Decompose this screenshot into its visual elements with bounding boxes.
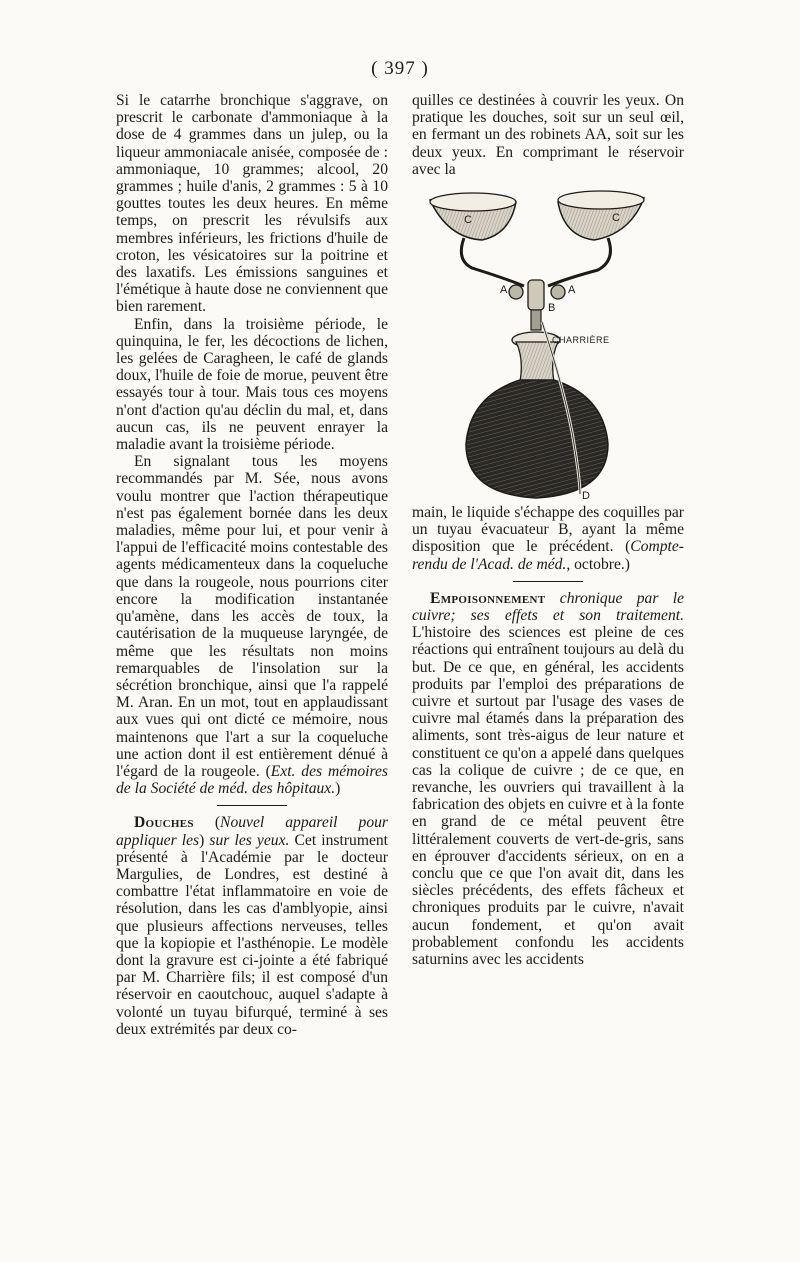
paragraph-third-period: Enfin, dans la troisième période, le quinquina, le fer, les décoctions de lichen, les gelées de Caragheen, le café de glands doux, l'huile de foie de morue, peuvent être essayés tour à tour. Mais tous ces moyens n'ont d'action qu'au déclin du mal, et, dans aucun cas, ils ne peuvent enrayer la maladie avant la troisième période. <box>116 315 388 454</box>
label-d: D <box>582 490 590 503</box>
left-valve <box>509 285 523 299</box>
empoisonnement-text: L'histoire des sciences est pleine de ces réactions qui entraînent toujours au delà du but. De ce que, en général, les accidents produits par l'emploi des préparations de cuivre et surtout par l'usage des vases de cuivre mal étamés dans la préparation des aliments, sont très-aigus de leur nature et constituent ce qu'on a appelé dans quelques cas la colique de cuivre ; de ce que, en revanche, les ouvriers qui travaillent à la fabrication des objets en cuivre et à la fonte en grand de ce métal peuvent être littéralement couverts de vert-de-gris, sans en éprouver d'accidents sérieux, on en a conclu que ce que l'on avait dit, dans les siècles précédents, des effets fâcheux et chroniques produits par le cuivre, n'avait aucun fondement, et qu'on avait probablement confondu les accidents saturnins avec les accidents <box>412 624 684 969</box>
source-citation: Ext. des mémoires de la Société de méd. des hôpitaux. <box>116 762 388 798</box>
right-valve <box>551 285 565 299</box>
junction <box>528 280 544 310</box>
douches-open: ( <box>193 814 221 832</box>
label-a-left: A <box>500 284 508 297</box>
empoisonnement-heading: Empoisonnement <box>430 589 546 607</box>
label-a-right: A <box>568 284 576 297</box>
right-tube <box>548 238 610 286</box>
therapeutic-text: En signalant tous les moyens recommandés par M. Sée, nous avons voulu montrer que l'action thérapeutique n'est pas également bornée dans les deux maladies, même pour lui, et pour venir à l'appui de l'efficacité moins contestable des agents médicamenteux dans la coqueluche que dans la rougeole, nous pourrions citer encore la modification instantanée qu'amène, dans les accès de toux, la cautérisation de la muqueuse laryngée, de même que les résultats non moins remarquables de l'insolation sur la sécrétion bronchique, ainsi que l'a rappelé M. Aran. En un mot, tout en applaudissant aux vues qui ont dicté ce mémoire, nous maintenons que l'art a sur la coqueluche une action dont il est entièrement dénué à l'égard de la rougeole. ( <box>116 453 388 780</box>
label-c-right: C <box>612 212 620 225</box>
douches-mid: ) <box>199 831 210 849</box>
douches-subtitle: Nouvel appareil pour appliquer les <box>116 814 388 849</box>
section-divider-right <box>513 581 583 582</box>
douches-heading: Douches <box>134 814 194 832</box>
right-column <box>412 92 684 968</box>
paragraph-eye-cups: quilles ce destinées à couvrir les yeux. On pratique les douches, soit sur un seul œil, en fermant un des robinets AA, soit sur les deux yeux. En comprimant le réservoir avec la <box>412 92 684 178</box>
nozzle <box>531 310 541 330</box>
maker-mark: CHARRIÈRE <box>552 335 610 346</box>
section-divider <box>217 805 287 806</box>
label-b: B <box>548 302 556 315</box>
left-tube <box>461 238 524 286</box>
left-column <box>116 92 388 1038</box>
eye-douche-apparatus-figure <box>412 182 684 502</box>
evacuation-text: main, le liquide s'échappe des coquilles par un tuyau évacuateur B, ayant la même disposition que le précédent. ( <box>412 504 684 556</box>
apparatus-engraving <box>412 182 684 502</box>
paragraph-evacuation <box>412 504 684 573</box>
academy-citation-close: , octobre.) <box>566 555 630 573</box>
label-c-left: C <box>464 214 472 227</box>
paragraph-douches <box>116 814 388 1038</box>
douches-subtitle-2: sur les yeux. <box>209 831 290 849</box>
douches-text: Cet instrument présenté à l'Académie par le docteur Margulies, de Londres, est destiné à combattre l'état inflammatoire en voie de résolution, dans les cas d'amblyopie, ainsi que plusieurs affections nerveuses, telles que la kopiopie et l'asthénopie. Le modèle dont la gravure est ci-jointe a été fabriqué par M. Charrière fils; il est composé d'un réservoir en caoutchouc, auquel s'adapte à volonté un tuyau bifurqué, terminé à ses deux extrémités par deux co- <box>116 831 388 1038</box>
paragraph-bronchial-catarrh: Si le catarrhe bronchique s'aggrave, on prescrit le carbonate d'ammoniaque à la dose de 4 grammes dans un julep, ou la liqueur ammoniacale anisée, composée de : ammoniaque, 10 grammes; alcool, 20 grammes ; huile d'anis, 2 grammes : 5 à 10 gouttes toutes les deux heures. En même temps, on prescrit les révulsifs aux membres inférieurs, les frictions d'huile de croton, les vésicatoires sur la poitrine et des laxatifs. Les émissions sanguines et l'émétique à haute dose ne conviennent que bien rarement. <box>116 92 388 316</box>
rubber-reservoir <box>466 380 608 498</box>
paragraph-copper-poisoning <box>412 590 684 968</box>
citation-close: ) <box>335 780 341 798</box>
empoisonnement-subtitle: chronique par le cuivre; ses effets et son traitement. <box>412 589 684 625</box>
academy-citation: Compte-rendu de l'Acad. de méd. <box>412 538 684 573</box>
paragraph-therapeutic-action <box>116 453 388 797</box>
page-number: ( 397 ) <box>371 58 429 79</box>
